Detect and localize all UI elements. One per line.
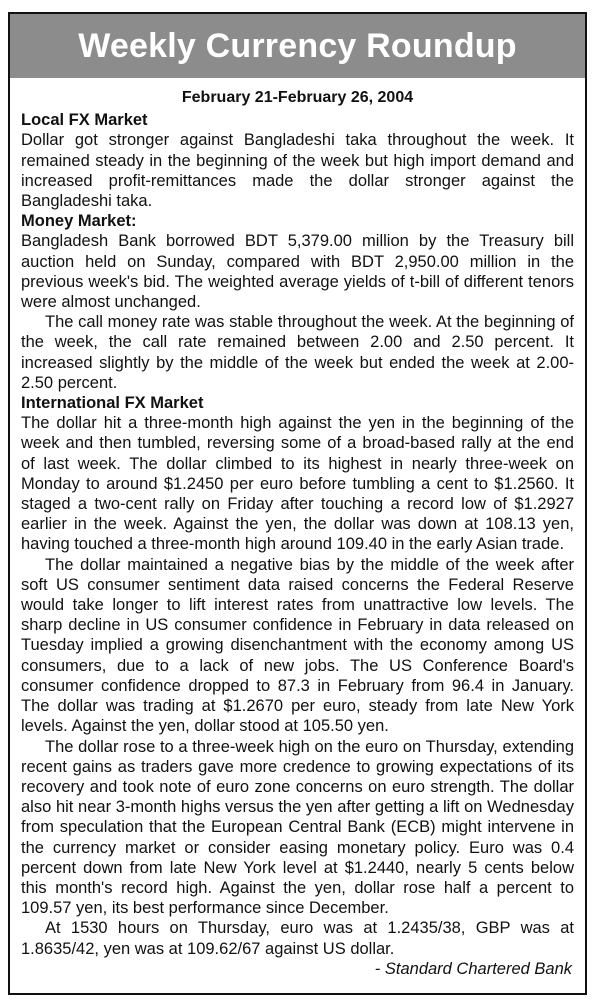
intl-fx-paragraph-3: The dollar rose to a three-week high on the euro on Thursday, extending recent gains as traders gave more credence to growing expectations of its recovery and took note of euro zone concerns on euro strength. The dollar also hit near 3-month highs versus the yen after getting a lift on Wednesday from speculation that the European Central Bank (ECB) might intervene in the currency market or consider easing monetary policy. Euro was 0.4 percent down from late New York level at $1.2440, nearly 5 cents below this month's record high. Against the yen, dollar rose half a percent to 109.57 yen, its best performance since December. — [21, 737, 574, 918]
date-range: February 21-February 26, 2004 — [181, 89, 414, 106]
money-market-paragraph-1: Bangladesh Bank borrowed BDT 5,379.00 million by the Treasury bill auction held on Sunday, compared with BDT 2,950.00 million in the previous week's bid. The weighted average yields of t-bill of different tenors were almost unchanged. — [21, 232, 574, 312]
page-title: Weekly Currency Roundup — [10, 14, 585, 78]
article-body — [21, 88, 574, 979]
intl-fx-heading: International FX Market — [21, 394, 204, 413]
money-market-paragraph-2: The call money rate was stable throughout the week. At the beginning of the week, the call rate remained between 2.00 and 2.50 percent. It increased slightly by the middle of the week but ended the week at 2.00-2.50 percent. — [21, 313, 574, 392]
article-frame — [8, 12, 587, 995]
local-fx-paragraph: Dollar got stronger against Bangladeshi taka throughout the week. It remained steady in the beginning of the week but high import demand and increased profit-remittances made the dollar stronger against the Bangladeshi taka. — [21, 131, 574, 211]
intl-fx-paragraph-1: The dollar hit a three-month high against the yen in the beginning of the week and then tumbled, reversing some of a broad-based rally at the end of last week. The dollar climbed to its highest in nearly three-week on Monday to around $1.2450 per euro before tumbling a cent to $1.2560. It staged a two-cent rally on Friday after touching a record low of $1.2927 earlier in the week. Against the yen, the dollar was down at 108.13 yen, having touched a three-month high around 109.40 in the early Asian trade. — [21, 414, 574, 554]
source-credit: - Standard Chartered Bank — [374, 959, 572, 978]
money-market-heading: Money Market: — [21, 212, 137, 231]
intl-fx-paragraph-4: At 1530 hours on Thursday, euro was at 1.2435/38, GBP was at 1.8635/42, yen was at 109.62/67 against US dollar. — [21, 919, 574, 958]
intl-fx-paragraph-2: The dollar maintained a negative bias by the middle of the week after soft US consumer sentiment data raised concerns the Federal Reserve would take longer to lift interest rates from unattractive low levels. The sharp decline in US consumer confidence in February in data released on Tuesday implied a growing disenchantment with the economy among US consumers, due to a lack of new jobs. The US Conference Board's consumer confidence dropped to 87.3 in February from 96.4 in January. The dollar was trading at $1.2670 per euro, steady from late New York levels. Against the yen, dollar stood at 105.50 yen. — [21, 555, 574, 736]
local-fx-heading: Local FX Market — [21, 111, 148, 130]
